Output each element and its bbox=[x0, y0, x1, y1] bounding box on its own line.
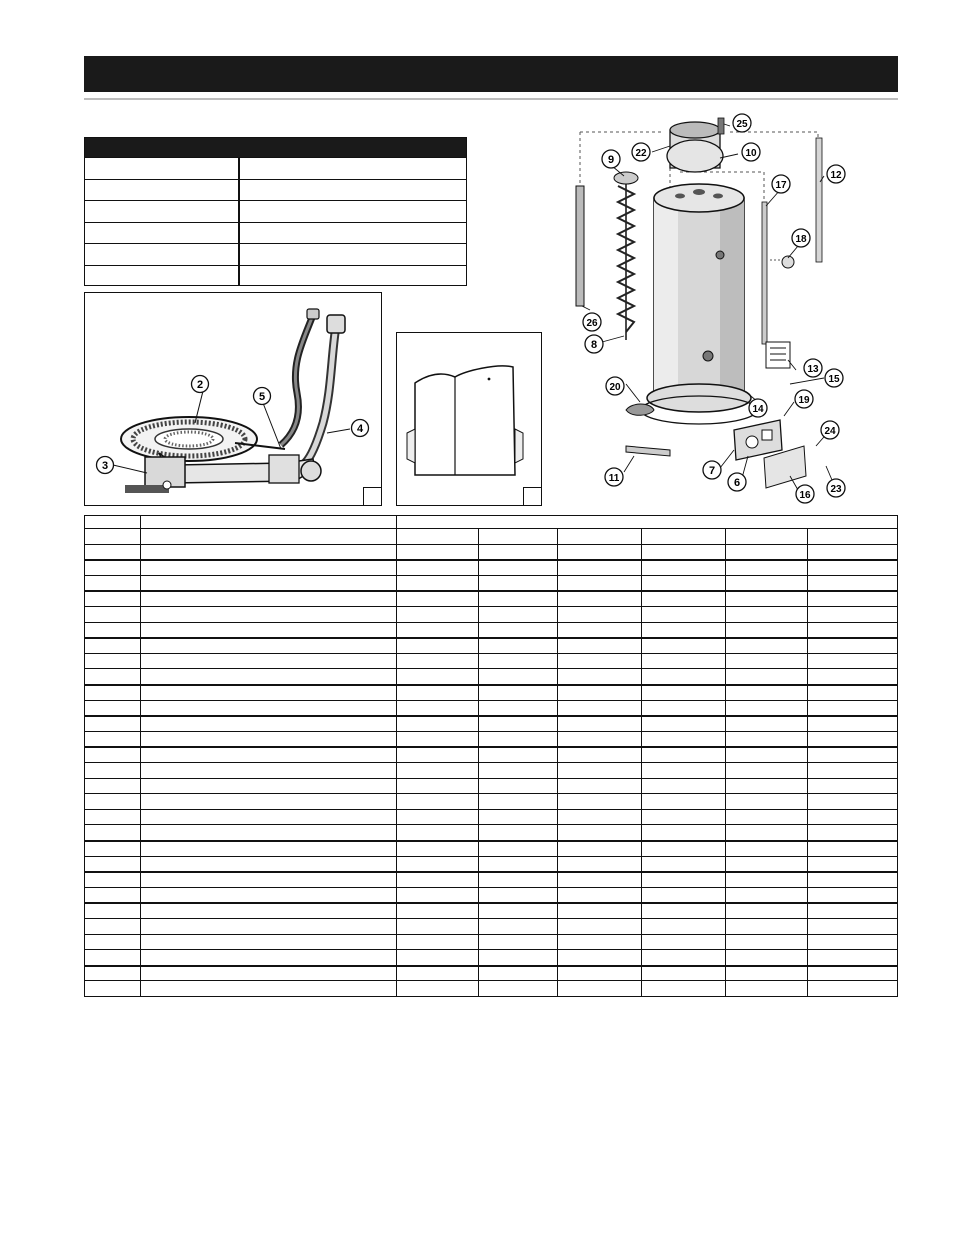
svg-text:5: 5 bbox=[258, 391, 266, 403]
callout-20 bbox=[606, 377, 624, 395]
callout-19 bbox=[795, 390, 813, 408]
burner-assembly-inset bbox=[84, 292, 382, 506]
svg-text:12: 12 bbox=[830, 170, 842, 181]
table-row bbox=[85, 731, 897, 732]
callout-16 bbox=[796, 485, 814, 503]
svg-text:13: 13 bbox=[807, 364, 819, 375]
info-table-row bbox=[85, 200, 466, 222]
table-row bbox=[85, 824, 897, 825]
svg-text:8: 8 bbox=[590, 339, 598, 351]
svg-text:25: 25 bbox=[736, 119, 748, 130]
info-table-header bbox=[85, 138, 466, 157]
info-table-row bbox=[85, 265, 466, 287]
table-row bbox=[85, 980, 897, 981]
table-row bbox=[85, 622, 897, 623]
table-row bbox=[85, 606, 897, 607]
table-row bbox=[85, 637, 897, 639]
inset-corner-box bbox=[523, 487, 542, 506]
svg-text:14: 14 bbox=[752, 404, 764, 415]
parts-list-table bbox=[84, 515, 898, 997]
table-row bbox=[85, 684, 897, 686]
table-row bbox=[85, 840, 897, 842]
callout-24 bbox=[821, 421, 839, 439]
svg-text:16: 16 bbox=[799, 490, 811, 501]
callout-25 bbox=[733, 114, 751, 132]
cover-panel-inset bbox=[396, 332, 542, 506]
callout-26 bbox=[583, 313, 601, 331]
callout-3 bbox=[97, 457, 114, 474]
svg-text:9: 9 bbox=[607, 154, 615, 166]
table-row bbox=[85, 590, 897, 592]
svg-text:22: 22 bbox=[635, 148, 647, 159]
svg-text:4: 4 bbox=[356, 423, 364, 435]
table-row bbox=[85, 856, 897, 857]
svg-text:10: 10 bbox=[745, 148, 757, 159]
info-table-row bbox=[85, 179, 466, 201]
header-rule bbox=[84, 98, 898, 100]
burner-assembly-illustration bbox=[85, 293, 381, 505]
table-column-divider bbox=[140, 516, 141, 996]
table-row bbox=[85, 934, 897, 936]
svg-text:20: 20 bbox=[609, 382, 621, 393]
svg-text:2: 2 bbox=[196, 379, 204, 391]
table-row bbox=[85, 949, 897, 950]
callout-17 bbox=[772, 175, 790, 193]
svg-text:3: 3 bbox=[101, 460, 109, 472]
callout-6 bbox=[728, 473, 746, 491]
table-row bbox=[85, 965, 897, 967]
table-row bbox=[85, 746, 897, 748]
svg-text:19: 19 bbox=[798, 395, 810, 406]
svg-text:18: 18 bbox=[795, 234, 807, 245]
table-row bbox=[85, 902, 897, 904]
cover-panel-illustration bbox=[397, 333, 541, 505]
svg-text:6: 6 bbox=[733, 477, 741, 489]
svg-text:26: 26 bbox=[586, 318, 598, 329]
table-row bbox=[85, 544, 897, 545]
callout-13 bbox=[804, 359, 822, 377]
table-row bbox=[85, 715, 897, 717]
svg-text:7: 7 bbox=[708, 465, 716, 477]
callout-5 bbox=[254, 388, 271, 405]
info-table-row bbox=[85, 243, 466, 265]
table-row bbox=[85, 809, 897, 810]
model-info-table bbox=[84, 137, 467, 286]
table-row bbox=[85, 528, 897, 529]
table-row bbox=[85, 793, 897, 794]
table-row bbox=[85, 762, 897, 763]
callout-11 bbox=[605, 468, 623, 486]
callout-14 bbox=[749, 399, 767, 417]
svg-text:15: 15 bbox=[828, 374, 840, 385]
callout-4 bbox=[352, 420, 369, 437]
table-row bbox=[85, 887, 897, 888]
table-row bbox=[85, 918, 897, 919]
table-row bbox=[85, 653, 897, 654]
inset-corner-box bbox=[363, 487, 382, 506]
callout-7 bbox=[703, 461, 721, 479]
table-row bbox=[85, 871, 897, 873]
info-table-row bbox=[85, 222, 466, 244]
info-table-row bbox=[85, 157, 466, 179]
callout-12 bbox=[827, 165, 845, 183]
svg-text:11: 11 bbox=[608, 473, 620, 484]
callout-23 bbox=[827, 479, 845, 497]
table-row bbox=[85, 700, 897, 701]
table-row bbox=[85, 668, 897, 669]
callout-2 bbox=[192, 376, 209, 393]
callout-22 bbox=[632, 143, 650, 161]
svg-text:23: 23 bbox=[830, 484, 842, 495]
callout-9 bbox=[602, 150, 620, 168]
table-row bbox=[85, 778, 897, 780]
svg-text:24: 24 bbox=[824, 426, 836, 437]
table-row bbox=[85, 575, 897, 576]
header-band bbox=[84, 56, 898, 92]
callout-10 bbox=[742, 143, 760, 161]
callout-15 bbox=[825, 369, 843, 387]
water-heater-exploded-diagram bbox=[570, 110, 860, 506]
table-column-divider bbox=[396, 516, 397, 996]
svg-text:17: 17 bbox=[775, 180, 787, 191]
callout-18 bbox=[792, 229, 810, 247]
table-row bbox=[85, 559, 897, 561]
callout-8 bbox=[585, 335, 603, 353]
